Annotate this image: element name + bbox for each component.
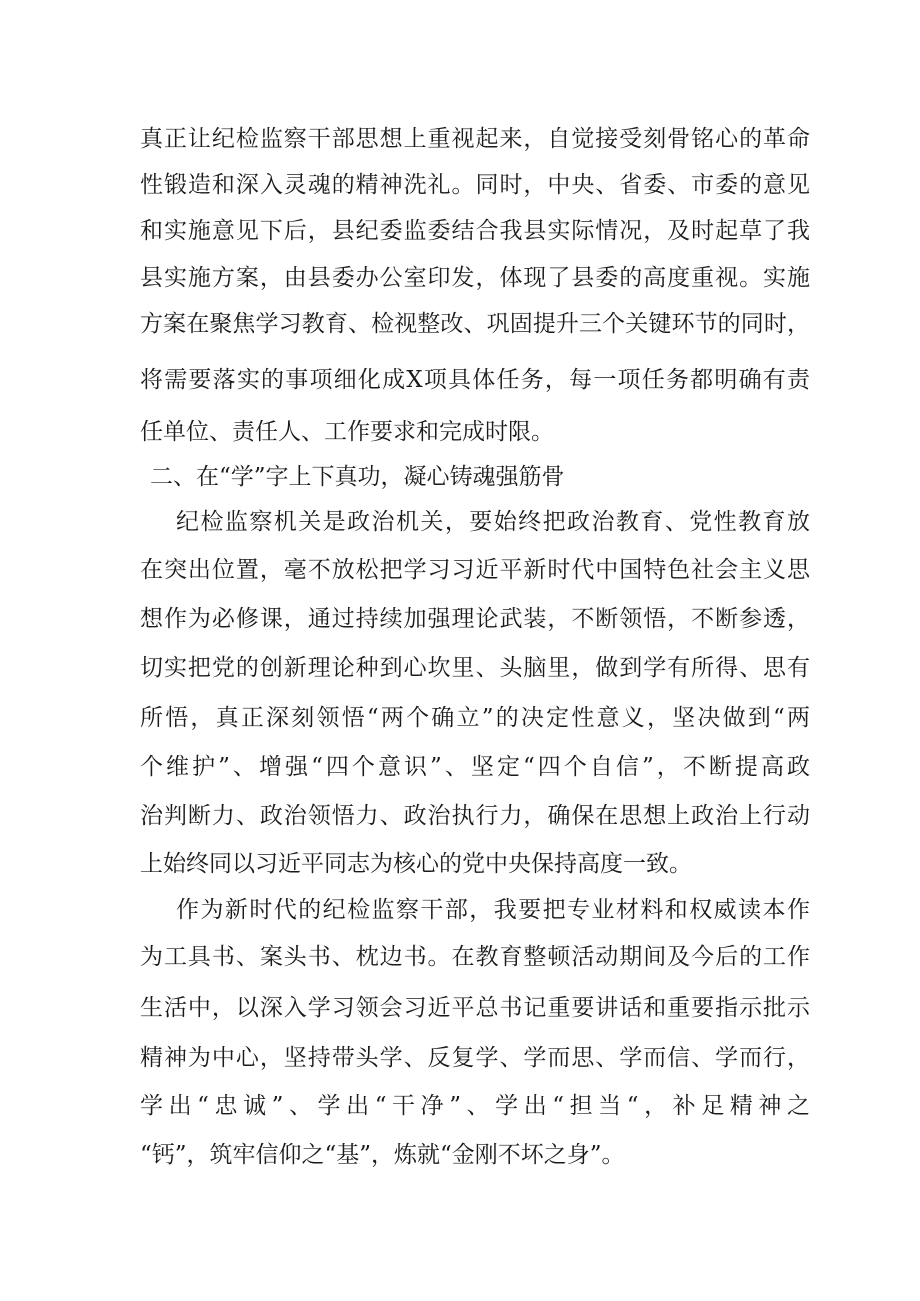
paragraph-3-line-6: “钙”，筑牢信仰之“基”，炼就“金刚不坏之身”。 xyxy=(140,1142,625,1168)
paragraph-2-line-1: 纪检监察机关是政治机关，要始终把政治教育、党性教育放 xyxy=(176,509,810,535)
paragraph-2-line-4: 切实把党的创新理论种到心坎里、头脑里，做到学有所得、思有 xyxy=(140,655,810,681)
paragraph-3-line-4: 精神为中心，坚持带头学、反复学、学而思、学而信、学而行， xyxy=(140,1045,810,1071)
paragraph-2-line-2: 在突出位置，毫不放松把学习习近平新时代中国特色社会主义思 xyxy=(140,557,810,583)
paragraph-3-line-5: 学出“忠诚”、学出“干净”、学出“担当“，补足精神之 xyxy=(140,1093,810,1119)
paragraph-1-line-3: 和实施意见下后，县纪委监委结合我县实际情况，及时起草了我 xyxy=(140,218,810,244)
paragraph-2-line-6: 个维护”、增强“四个意识”、坚定“四个自信”，不断提高政 xyxy=(140,754,810,780)
paragraph-1-line-2: 性锻造和深入灵魂的精神洗礼。同时，中央、省委、市委的意见 xyxy=(140,172,810,198)
section-heading: 二、在“学”字上下真功，凝心铸魂强筋骨 xyxy=(150,464,565,490)
paragraph-2-line-8: 上始终同以习近平同志为核心的党中央保持高度一致。 xyxy=(140,851,692,877)
paragraph-2-line-5: 所悟，真正深刻领悟“两个确立”的决定性意义，坚决做到“两 xyxy=(140,705,810,731)
paragraph-1-line-5: 方案在聚焦学习教育、检视整改、巩固提升三个关键环节的同时， xyxy=(140,311,810,337)
paragraph-1-line-4: 县实施方案，由县委办公室印发，体现了县委的高度重视。实施 xyxy=(140,265,810,291)
paragraph-3-line-1: 作为新时代的纪检监察干部，我要把专业材料和权威读本作 xyxy=(176,897,810,923)
paragraph-2-line-3: 想作为必修课，通过持续加强理论武装，不断领悟，不断参透， xyxy=(140,606,810,632)
paragraph-2-line-7: 治判断力、政治领悟力、政治执行力，确保在思想上政治上行动 xyxy=(140,803,810,829)
paragraph-1-line-6: 将需要落实的事项细化成X项具体任务，每一项任务都明确有责 xyxy=(140,367,810,393)
paragraph-1-line-1: 真正让纪检监察干部思想上重视起来，自觉接受刻骨铭心的革命 xyxy=(140,126,810,152)
paragraph-3-line-3: 生活中，以深入学习领会习近平总书记重要讲话和重要指示批示 xyxy=(140,995,810,1021)
paragraph-1-line-7: 任单位、责任人、工作要求和完成时限。 xyxy=(140,419,554,445)
paragraph-3-line-2: 为工具书、案头书、枕边书。在教育整顿活动期间及今后的工作 xyxy=(140,944,810,970)
